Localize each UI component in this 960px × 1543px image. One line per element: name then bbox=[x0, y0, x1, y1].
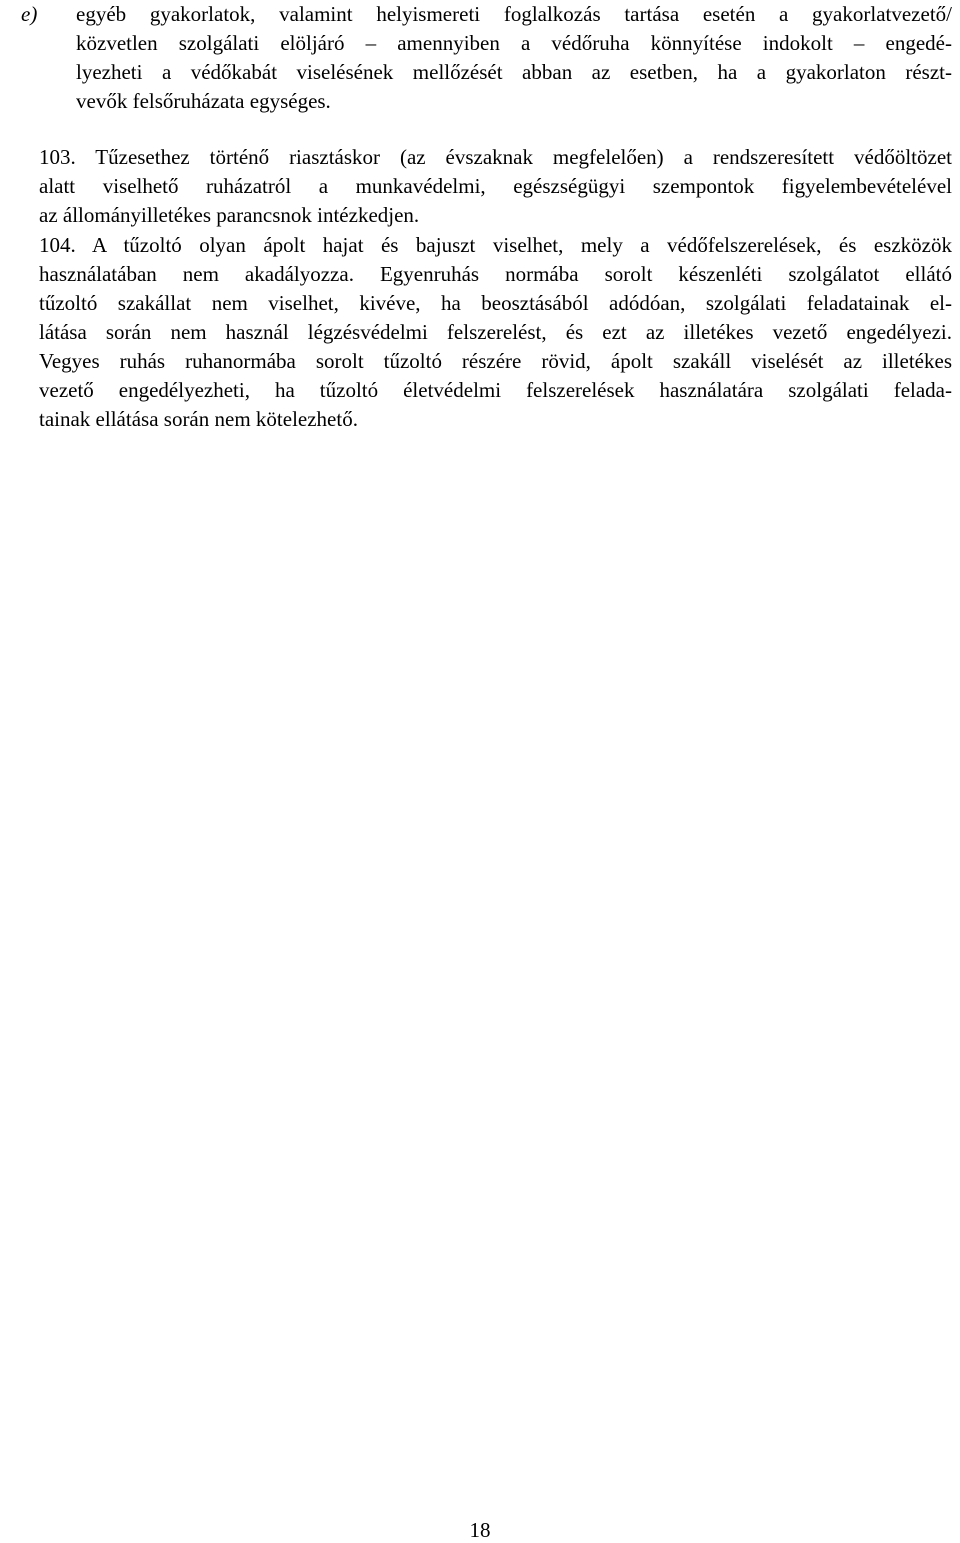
paragraph-line: közvetlen szolgálati elöljáró – amennyiben a védőruha könnyítése indokolt – engedé- bbox=[76, 31, 952, 55]
paragraph-line: lyezheti a védőkabát viselésének mellőzését abban az esetben, ha a gyakorlaton részt- bbox=[76, 60, 952, 84]
paragraph-line: vevők felsőruházata egységes. bbox=[76, 89, 331, 113]
paragraph-line: vezető engedélyezheti, ha tűzoltó életvédelmi felszerelések használatára szolgálati felada- bbox=[39, 378, 952, 402]
paragraph-line: egyéb gyakorlatok, valamint helyismereti foglalkozás tartása esetén a gyakorlatvezető/ bbox=[76, 2, 952, 26]
paragraph-line: tűzoltó szakállat nem viselhet, kivéve, ha beosztásából adódóan, szolgálati feladatainak el- bbox=[39, 291, 952, 315]
paragraph-line: használatában nem akadályozza. Egyenruhás normába sorolt készenléti szolgálatot ellátó bbox=[39, 262, 952, 286]
paragraph-line: az állományilletékes parancsnok intézkedjen. bbox=[39, 203, 420, 227]
list-item-e bbox=[0, 0, 960, 120]
paragraph-line: Vegyes ruhás ruhanormába sorolt tűzoltó részére rövid, ápolt szakáll viselését az illetékes bbox=[39, 349, 952, 373]
paragraph-104 bbox=[0, 231, 960, 441]
paragraph-line: tainak ellátása során nem kötelezhető. bbox=[39, 407, 358, 431]
paragraph-line: 103. Tűzesethez történő riasztáskor (az évszaknak megfelelően) a rendszeresített védőöltözet bbox=[39, 145, 952, 169]
paragraph-line: alatt viselhető ruházatról a munkavédelmi, egészségügyi szempontok figyelembevételével bbox=[39, 174, 952, 198]
paragraph-line: 104. A tűzoltó olyan ápolt hajat és bajuszt viselhet, mely a védőfelszerelések, és eszközök bbox=[39, 233, 952, 257]
list-marker: e) bbox=[21, 2, 38, 26]
page-number: 18 bbox=[469, 1518, 491, 1542]
paragraph-103 bbox=[0, 143, 960, 233]
paragraph-line: látása során nem használ légzésvédelmi felszerelést, és ezt az illetékes vezető engedélyezi. bbox=[39, 320, 952, 344]
